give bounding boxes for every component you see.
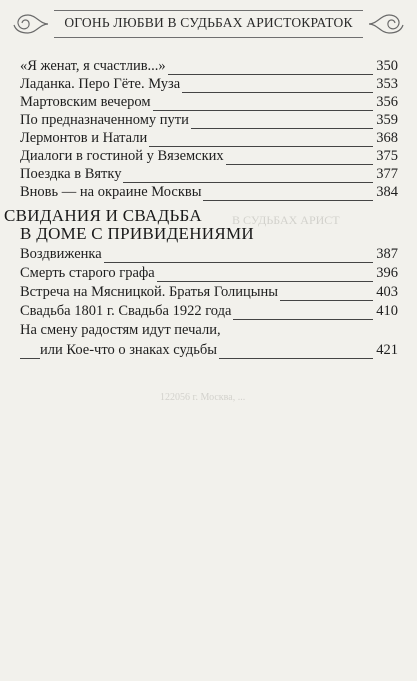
toc-entry[interactable] xyxy=(20,245,398,265)
toc-entry-title: По предназначенному пути xyxy=(20,112,189,128)
header-bottom-rule xyxy=(54,37,363,38)
section-heading-line1: СВИДАНИЯ И СВАДЬБА xyxy=(4,206,202,225)
toc-entry-page: 350 xyxy=(373,57,398,75)
toc-entry-title-line2: или Кое-что о знаках судьбы xyxy=(40,342,217,358)
toc-entry[interactable] xyxy=(20,93,398,113)
toc-entry-title: Смерть старого графа xyxy=(20,265,155,281)
toc-entry[interactable] xyxy=(20,283,398,303)
toc-entry-title: Встреча на Мясницкой. Братья Голицыны xyxy=(20,284,279,300)
toc-entry-title: Воздвиженка xyxy=(20,246,102,262)
toc-entry-title: Вновь — на окраине Москвы xyxy=(20,184,202,200)
bleed-through: 122056 г. Москва, ... xyxy=(160,392,246,403)
toc-entry-page: 377 xyxy=(373,165,398,183)
toc-entry-page: 359 xyxy=(373,111,398,129)
toc-entry-page: 353 xyxy=(373,75,398,93)
toc-entry-page: 375 xyxy=(373,147,398,165)
toc-entry-title: Диалоги в гостиной у Вяземских xyxy=(20,148,224,164)
toc-entry[interactable] xyxy=(20,57,398,77)
toc-entry[interactable] xyxy=(20,147,398,167)
toc-entry-title-line1: На смену радостям идут печали, xyxy=(20,322,221,338)
toc-entry[interactable] xyxy=(20,111,398,131)
toc-entry-page: 403 xyxy=(373,283,398,301)
bleed-through: В СУДЬБАХ АРИСТ xyxy=(232,213,340,227)
toc-entry-title: Свадьба 1801 г. Свадьба 1922 года xyxy=(20,303,232,319)
toc-entry-title: Поездка в Вятку xyxy=(20,166,122,182)
toc-entry-page: 384 xyxy=(373,183,398,201)
toc-entry-title: «Я женат, я счастлив...» xyxy=(20,58,166,74)
toc-entry[interactable] xyxy=(20,183,398,203)
toc-entry-title: Ладанка. Перо Гёте. Муза xyxy=(20,76,181,92)
toc-entry-page: 368 xyxy=(373,129,398,147)
toc-entry-title: Мартовским вечером xyxy=(20,94,151,110)
header-title: ОГОНЬ ЛЮБВИ В СУДЬБАХ АРИСТОКРАТОК xyxy=(64,15,353,30)
section-heading-line2: В ДОМЕ С ПРИВИДЕНИЯМИ xyxy=(20,224,254,243)
toc-entry[interactable] xyxy=(20,129,398,149)
header-top-rule xyxy=(54,10,363,11)
toc-entry-page: 387 xyxy=(373,245,398,263)
toc-entry-title: Лермонтов и Натали xyxy=(20,130,148,146)
running-header xyxy=(8,6,409,40)
toc-entry-page: 421 xyxy=(373,341,398,359)
toc-entry[interactable] xyxy=(20,75,398,95)
toc-entry[interactable] xyxy=(20,165,398,185)
toc-entry-page: 410 xyxy=(373,302,398,320)
toc-entry[interactable] xyxy=(20,321,398,361)
toc-entry[interactable] xyxy=(20,264,398,284)
toc-entry-page: 356 xyxy=(373,93,398,111)
toc-entry[interactable] xyxy=(20,302,398,322)
toc-entry-page: 396 xyxy=(373,264,398,282)
